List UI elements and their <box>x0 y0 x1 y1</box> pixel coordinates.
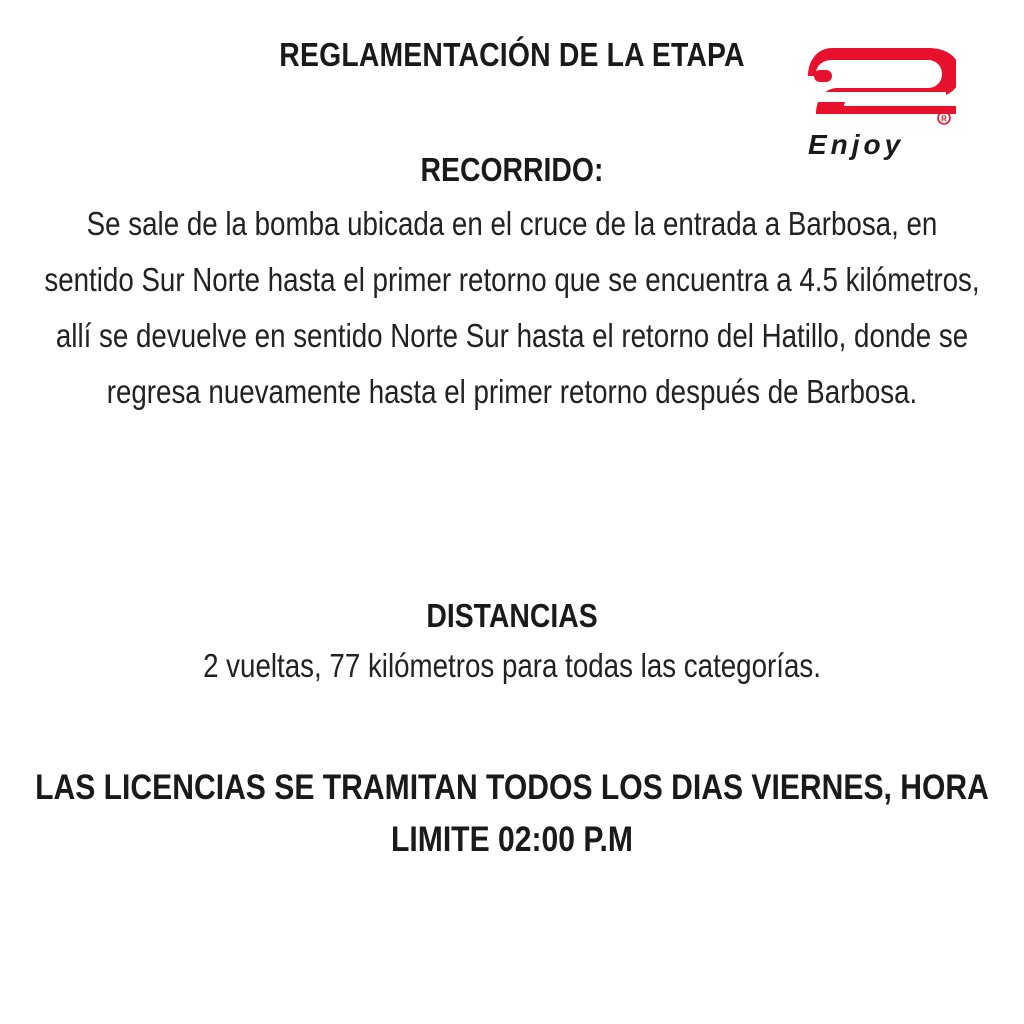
recorrido-text: Se sale de la bomba ubicada en el cruce de la entrada a Barbosa, en sentido Sur Norte hasta el primer retorno que se encuentra a 4.5 kilómetros, allí se devuelve en sentido Norte Sur hasta el retorno del Hatillo, donde se regresa nuevamente hasta el primer retorno después de Barbosa. <box>44 205 980 410</box>
enjoy-wordmark: Enjoy <box>808 129 905 160</box>
distancias-section <box>0 596 1024 694</box>
recorrido-section <box>0 150 1024 420</box>
svg-text:R: R <box>941 114 947 124</box>
page-title: REGLAMENTACIÓN DE LA ETAPA <box>279 36 745 73</box>
licencias-section <box>0 762 1024 866</box>
distancias-heading: DISTANCIAS <box>426 597 598 634</box>
distancias-text: 2 vueltas, 77 kilómetros para todas las categorías. <box>203 647 821 684</box>
recorrido-heading: RECORRIDO: <box>420 151 604 188</box>
licencias-notice: LAS LICENCIAS SE TRAMITAN TODOS LOS DIAS VIERNES, HORA LIMITE 02:00 P.M <box>35 768 989 859</box>
enjoy-logo <box>804 42 956 160</box>
